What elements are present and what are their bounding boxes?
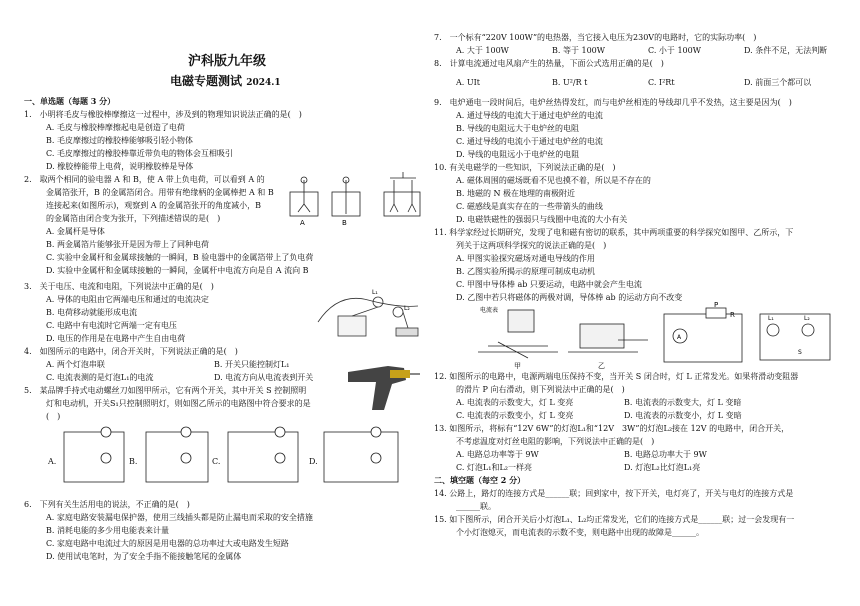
question-14: 14. 公路上，路灯的连接方式是______联；回到家中，按下开关，电灯亮了，开关与电灯的连接方式是 ______联。 (434, 489, 794, 511)
question-3: 3. 关于电压、电流和电阻，下列说法中正确的是( ) A. 导体的电阻由它两端电压和通过的电流决定 B. 电荷移动就能形成电流 C. 电路中有电流时它两端一定有电压 D. 电压的作用是在电路中产生自由电荷 (24, 282, 214, 343)
question-10: 10. 有关电磁学的一些知识，下列说法正确的是( ) A. 磁体周围的磁场既看不见也摸不着，所以是不存在的 B. 地磁的 N 极在地理的南极附近 C. 磁感线是真实存在的一些带箭头的曲线 D. 电磁铁磁性的强弱只与线圈中电流的大小有关 (434, 163, 651, 224)
q5-option-d-label: D. (309, 457, 318, 466)
fig-label-l1: L₁ (768, 315, 774, 322)
question-13: 13. 如图所示，将标有“12V 6W”的灯泡L₁和“12V 3W”的灯泡L₂接在 12V 的电路中，闭合开关， 不考虑温度对灯丝电阻的影响，下列说法中正确的是( ) A. 电路总功率等于 9W B. 电路总功率大于 9W C. 灯泡L₁和L₂一样亮 D. 灯泡L₂比灯泡L₁亮 (434, 424, 790, 472)
circuit-options-figure (60, 424, 430, 490)
question-6: 6. 下列有关生活用电的说法，不正确的是( ) A. 家庭电路安装漏电保护器，使用三线插头都是防止漏电而采取的安全措施 B. 消耗电能的多少用电能表来计量 C. 家庭电路中电流过大的原因是用电器的总功率过大或电路发生短路 D. 使用试电笔时，为了安全手指不能接触笔尾的金属体 (24, 500, 313, 561)
q5-option-c-label: C. (212, 457, 221, 466)
fig-label-yi: 乙 (598, 362, 605, 370)
question-7: 7. 一个标有“220V 100W”的电热器，当它接入电压为230V的电路时，它的实际功率( ) A. 大于 100W B. 等于 100W C. 小于 100W D. 条件不足，无法判断 (434, 33, 828, 55)
fig-label-s: S (798, 349, 802, 356)
electroscope-figure (286, 172, 428, 228)
q5-option-a-label: A. (48, 457, 57, 466)
fig-label-a: A (300, 219, 305, 227)
question-5: 5. 某品牌手持式电动螺丝刀如图甲所示，它有两个开关，其中开关 S 控制照明 灯和电动机，开关S₁只控制照明灯，则如图乙所示的电路图中符合要求的是 ( ) (24, 386, 311, 421)
question-15: 15. 如下图所示，闭合开关后小灯泡L₁、L₂均正常发光，它们的连接方式是______联；过一会发现有一 个小灯泡熄灭，而电流表的示数不变，则电路中出现的故障是______。 (434, 515, 795, 537)
question-8: 8. 计算电流通过电风扇产生的热量，下面公式选用正确的是( ) A. UIt B. U²/R t C. I²Rt D. 前面三个都可以 (434, 59, 812, 87)
question-11: 11. 科学家经过长期研究，发现了电和磁有密切的联系，其中两项重要的科学探究如图甲、乙所示，下 列关于这两项科学探究的说法正确的是( ) A. 甲图实验探究磁场对通电导线的作用 B. 乙图实验所揭示的原理可制成电动机 C. 甲图中导体棒 ab 只要运动，电路中就会产生电流 D. 乙图中若只将磁体的两极对调，导体棒 ab 的运动方向不改变 (434, 228, 794, 302)
fig-label-l1: L₁ (372, 289, 378, 296)
question-2: 2. 取两个相同的验电器 A 和 B，使 A 带上负电荷，可以看到 A 的 金属箔张开，B 的金属箔闭合。用带有绝缘柄的金属棒把 A 和 B 连接起来(如图所示)，观察到 A 的金属箔张开的角度减小，B 的金属箔由闭合变为张开，下列描述错误的是( ) A. 金属杆是导体 B. 两金属箔片能够张开是因为带上了同种电荷 C. 实验中金属杆和金属球接触的一瞬间，B 验电器中的金属箔带上了负电荷 D. 实验中金属杆和金属球接触的一瞬间，金属杆中电流方向是自 A 流向 B (24, 175, 314, 275)
fig-label-b: B (342, 219, 347, 227)
circuit-photo-figure (308, 282, 428, 344)
question-9: 9. 电炉通电一段时间后，电炉丝热得发红，而与电炉丝相连的导线却几乎不发热，这主要是因为( ) A. 通过导线的电流大于通过电炉丝的电流 B. 导线的电阻远大于电炉丝的电阻 C. 通过导线的电流小于通过电炉丝的电流 D. 导线的电阻远小于电炉丝的电阻 (434, 98, 792, 159)
fig-label-a: A (677, 334, 682, 341)
exam-date: 2024.1 (246, 78, 281, 88)
question-12: 12. 如图所示的电路中，电源两端电压保持不变，当开关 S 闭合时，灯 L 正常发光。如果将滑动变阻器 的滑片 P 向右滑动，则下列说法中正确的是( ) A. 电流表的示数变大，灯 L 变亮 B. 电流表的示数变大，灯 L 变暗 C. 电流表的示数变小，灯 L 变亮 D. 电流表的示数变小，灯 L 变暗 (434, 372, 799, 420)
fig-label-l2: L₂ (804, 315, 810, 322)
q5-option-b-label: B. (129, 457, 138, 466)
section-fill-in: 二、填空题（每空 2 分） (434, 475, 526, 485)
fig-label-l2: L₂ (404, 305, 410, 312)
section-single-choice: 一、单选题（每题 3 分） (24, 96, 116, 106)
page-subtitle: 电磁专题测试 2024.1 (170, 74, 281, 88)
fig-label-ammeter: 电流表 (480, 307, 499, 314)
fig-label-p: P (714, 302, 719, 309)
fig-label-r: R (730, 311, 735, 319)
question-4: 4. 如图所示的电路中，闭合开关时，下列说法正确的是( ) A. 两个灯泡串联 B. 开关只能控制灯L₁ C. 电流表测的是灯泡L₁的电流 D. 电流方向从电流表到开关 (24, 347, 314, 382)
q11-q13-figures (468, 302, 838, 372)
fig-label-jia: 甲 (514, 362, 521, 370)
question-1: 1. 小明将毛皮与橡胶棒摩擦这一过程中，涉及到的物理知识说法正确的是( ) A. 毛皮与橡胶棒摩擦起电是创造了电荷 B. 毛皮摩擦过的橡胶棒能够吸引轻小物体 C. 毛皮摩擦过的橡胶棒靠近带负电的物体会互相吸引 D. 橡胶棒能带上电荷，说明橡胶棒是导体 (24, 110, 302, 171)
screwdriver-figure (344, 352, 422, 414)
page-title: 沪科版九年级 (188, 54, 267, 69)
